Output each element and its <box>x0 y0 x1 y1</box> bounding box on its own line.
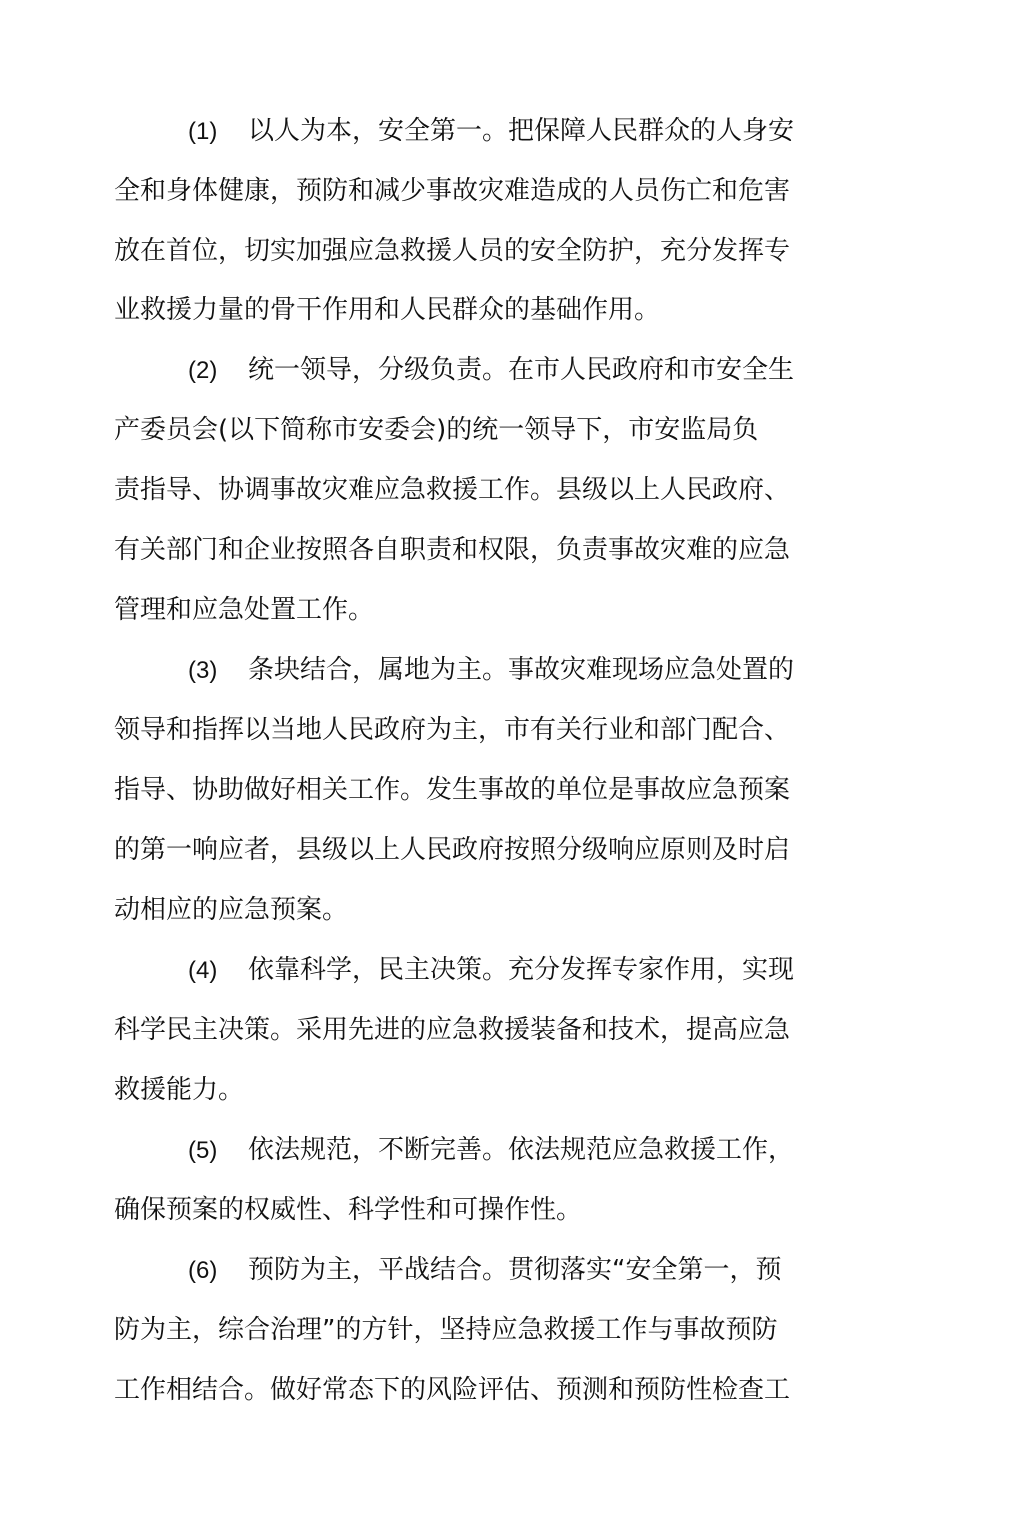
paragraph-5-first-line <box>188 1134 844 1167</box>
paragraph-2-line-2: 产委员会(以下简称市安委会)的统一领导下，市安监局负 <box>114 415 759 445</box>
paragraph-3-line-2: 领导和指挥以当地人民政府为主，市有关行业和部门配合、 <box>114 715 791 745</box>
paragraph-3-line-3: 指导、协助做好相关工作。发生事故的单位是事故应急预案 <box>114 775 791 805</box>
paragraph-6-number: (6) <box>188 1257 218 1284</box>
paragraph-1-first-line <box>188 115 844 148</box>
paragraph-2-line-1: 统一领导，分级负责。在市人民政府和市安全生 <box>248 355 795 385</box>
paragraph-3-line-4: 的第一响应者，县级以上人民政府按照分级响应原则及时启 <box>114 835 791 865</box>
paragraph-1-line-2: 全和身体健康，预防和减少事故灾难造成的人员伤亡和危害 <box>114 176 791 206</box>
paragraph-2-line-4: 有关部门和企业按照各自职责和权限，负责事故灾难的应急 <box>114 535 791 565</box>
paragraph-2-line-3: 责指导、协调事故灾难应急救援工作。县级以上人民政府、 <box>114 475 791 505</box>
paragraph-5-line-1: 依法规范，不断完善。依法规范应急救援工作， <box>248 1135 795 1165</box>
paragraph-5-line-2: 确保预案的权威性、科学性和可操作性。 <box>114 1195 583 1225</box>
paragraph-6-line-1: 预防为主，平战结合。贯彻落实“安全第一，预 <box>248 1255 782 1285</box>
paragraph-6-line-3: 工作相结合。做好常态下的风险评估、预测和预防性检查工 <box>114 1375 791 1405</box>
paragraph-2-first-line <box>188 354 844 387</box>
paragraph-4-line-1: 依靠科学，民主决策。充分发挥专家作用，实现 <box>248 955 795 985</box>
paragraph-2-line-5: 管理和应急处置工作。 <box>114 595 375 625</box>
paragraph-3-first-line <box>188 654 844 687</box>
paragraph-4-first-line <box>188 954 844 987</box>
paragraph-3-number: (3) <box>188 657 218 684</box>
paragraph-1-line-3: 放在首位，切实加强应急救援人员的安全防护，充分发挥专 <box>114 236 791 266</box>
paragraph-6-line-2: 防为主，综合治理”的方针，坚持应急救援工作与事故预防 <box>114 1315 778 1345</box>
paragraph-5-number: (5) <box>188 1137 218 1164</box>
paragraph-1-line-4: 业救援力量的骨干作用和人民群众的基础作用。 <box>114 295 661 325</box>
paragraph-4-line-3: 救援能力。 <box>114 1075 245 1105</box>
paragraph-1-number: (1) <box>188 118 218 145</box>
paragraph-4-number: (4) <box>188 957 218 984</box>
paragraph-2-number: (2) <box>188 357 218 384</box>
paragraph-3-line-1: 条块结合，属地为主。事故灾难现场应急处置的 <box>248 655 795 685</box>
paragraph-1-line-1: 以人为本，安全第一。把保障人民群众的人身安 <box>248 116 795 146</box>
paragraph-3-line-5: 动相应的应急预案。 <box>114 895 349 925</box>
paragraph-6-first-line <box>188 1254 844 1287</box>
paragraph-4-line-2: 科学民主决策。采用先进的应急救援装备和技术，提高应急 <box>114 1015 791 1045</box>
